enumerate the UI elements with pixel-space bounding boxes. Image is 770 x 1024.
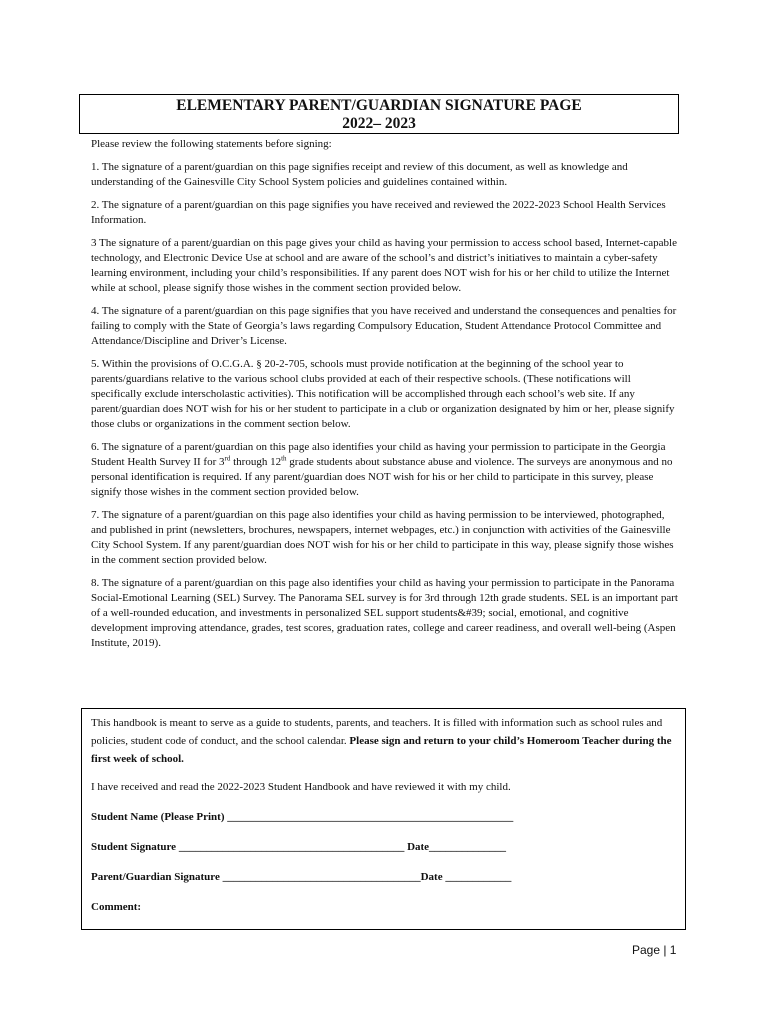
statement-6-part-b: through 12 (230, 456, 282, 468)
parent-signature-field[interactable]: Parent/Guardian Signature ____________________________________Date ____________ (91, 871, 512, 883)
title-box (79, 94, 679, 134)
comment-field[interactable]: Comment: (91, 901, 142, 913)
school-year: 2022– 2023 (342, 115, 416, 132)
student-name-field[interactable]: Student Name (Please Print) ____________________________________________________ (91, 811, 514, 823)
statement-2: 2. The signature of a parent/guardian on this page signifies you have received and reviewed the 2022-2023 School Health Services Information. (91, 199, 666, 226)
page-title: ELEMENTARY PARENT/GUARDIAN SIGNATURE PAGE (176, 97, 582, 114)
statement-6-part-a: 6. The signature of a parent/guardian on this page also identifies your child as having your permission to participate in the Georgia Student Health Survey II for 3 (91, 441, 666, 468)
handbook-text: This handbook is meant to serve as a guide to students, parents, and teachers. It is filled with information such as school rules and policies, student code of conduct, and the school calendar. (91, 717, 663, 747)
superscript-th: th (281, 454, 287, 463)
statement-1: 1. The signature of a parent/guardian on this page signifies receipt and review of this document, as well as knowledge and understanding of the Gainesville City School System policies and guidelines contained within. (91, 161, 628, 188)
statement-6-part-c: grade students about substance abuse and violence. The surveys are anonymous and no personal identification is required. If any parent/guardian does NOT wish for his or her child to participate in this survey, please signify those wishes in the comment section provided below. (91, 456, 673, 498)
student-signature-field[interactable]: Student Signature _________________________________________ Date______________ (91, 841, 507, 853)
handbook-note (91, 714, 675, 768)
statements-section (91, 137, 681, 659)
statement-7: 7. The signature of a parent/guardian on this page also identifies your child as having permission to be interviewed, photographed, and published in print (newsletters, brochures, newspapers, internet webpages, etc.) in conjunction with activities of the Gainesville City School System. If any parent/guardian does NOT wish for his or her child to participate in this way, please signify those wishes in the comment section provided below. (91, 509, 674, 566)
statement-6 (91, 440, 681, 500)
return-instruction: Please sign and return to your child’s Homeroom Teacher during the first week of school. (91, 735, 672, 765)
statement-5: 5. Within the provisions of O.C.G.A. § 20-2-705, schools must provide notification at the beginning of the school year to parents/guardians relative to the various school clubs provided at each of their respective schools. (These notifications will specifically exclude interscholastic activities). This notification will be accomplished through each school’s web site. If any parent/guardian does NOT wish for his or her student to participate in a club or organization designated by him or her, please signify those clubs or organizations in the comment section below. (91, 358, 675, 430)
superscript-rd: rd (224, 454, 231, 463)
intro-text: Please review the following statements before signing: (91, 138, 332, 150)
statement-3: 3 The signature of a parent/guardian on this page gives your child as having your permission to access school based, Internet-capable technology, and Electronic Device Use at school and are aware of the school’s and district’s initiatives to maintain a cyber-safety learning environment, including your child’s responsibilities. If any parent does NOT wish for his or her child to utilize the Internet while at school, please signify those wishes in the comment section provided below. (91, 237, 677, 294)
page-number: Page | 1 (632, 943, 677, 957)
statement-8: 8. The signature of a parent/guardian on this page also identifies your child as having your permission to participate in the Panorama Social-Emotional Learning (SEL) Survey. The Panorama SEL survey is for 3rd through 12th grade students. SEL is an important part of a well-rounded education, and investments in personalized SEL support students&#39; social, emotional, and cognitive development improving attendance, grades, test scores, graduation rates, college and career readiness, and overall well-being (Aspen Institute, 2019). (91, 577, 678, 649)
statement-4: 4. The signature of a parent/guardian on this page signifies that you have received and understand the consequences and penalties for failing to comply with the State of Georgia’s laws regarding Compulsory Education, Student Attendance Protocol Committee and Attendance/Discipline and Driver’s License. (91, 305, 677, 347)
acknowledgement-text: I have received and read the 2022-2023 Student Handbook and have reviewed it with my child. (91, 781, 511, 793)
signature-box (81, 708, 686, 930)
